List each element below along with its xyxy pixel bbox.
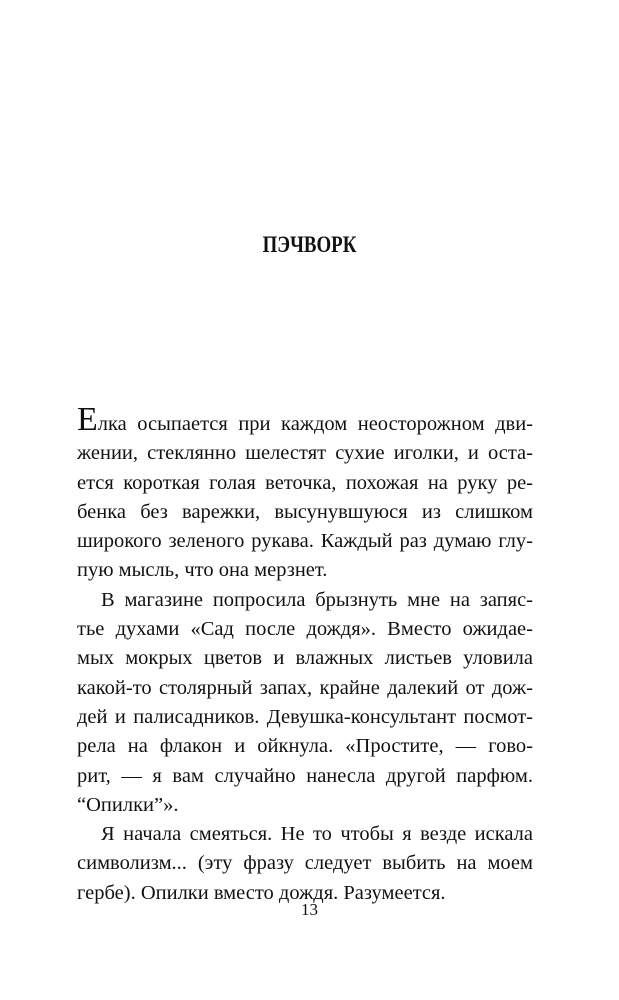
drop-cap: Е [77,401,98,438]
text-line: широкого зеленого рукава. Каждый раз думаю глу- [77,530,533,553]
paragraph-2 [77,586,533,820]
chapter-title: ПЭЧВОРК [262,232,357,257]
text-line: гербе). Опилки вместо дождя. Разумеется. [77,881,446,904]
text-line: мых мокрых цветов и влажных листьев уловила [77,647,533,670]
text-line-content: лка осыпается при каждом неосторожном дви- [97,413,533,435]
text-line: “Опилки”». [77,793,179,816]
text-line: символизм... (эту фразу следует выбить на моем [77,852,533,875]
paragraph-3 [77,820,533,908]
text-line: жении, стеклянно шелестят сухие иголки, и оста- [77,442,533,465]
text-line: тье духами «Сад после дождя». Вместо ожидае- [77,618,533,641]
text-line: рела на флакон и ойкнула. «Простите, — гово- [77,735,533,758]
page-number: 13 [301,900,318,919]
body-text [77,401,533,908]
text-line [77,401,533,439]
text-line: бенка без варежки, высунувшуюся из слишком [77,500,533,523]
text-line: рит, — я вам случайно нанесла другой парфюм. [77,764,533,787]
text-line: дей и палисадников. Девушка-консультант посмот- [77,705,533,728]
paragraph-1 [77,401,533,586]
text-line: ется короткая голая веточка, похожая на руку ре- [77,471,533,494]
text-line: В магазине попросила брызнуть мне на запяс- [101,588,533,611]
text-line: пую мысль, что она мерзнет. [77,559,328,582]
text-line: какой-то столярный запах, крайне далекий от дож- [77,676,533,699]
text-line: Я начала смеяться. Не то чтобы я везде искала [101,823,533,846]
